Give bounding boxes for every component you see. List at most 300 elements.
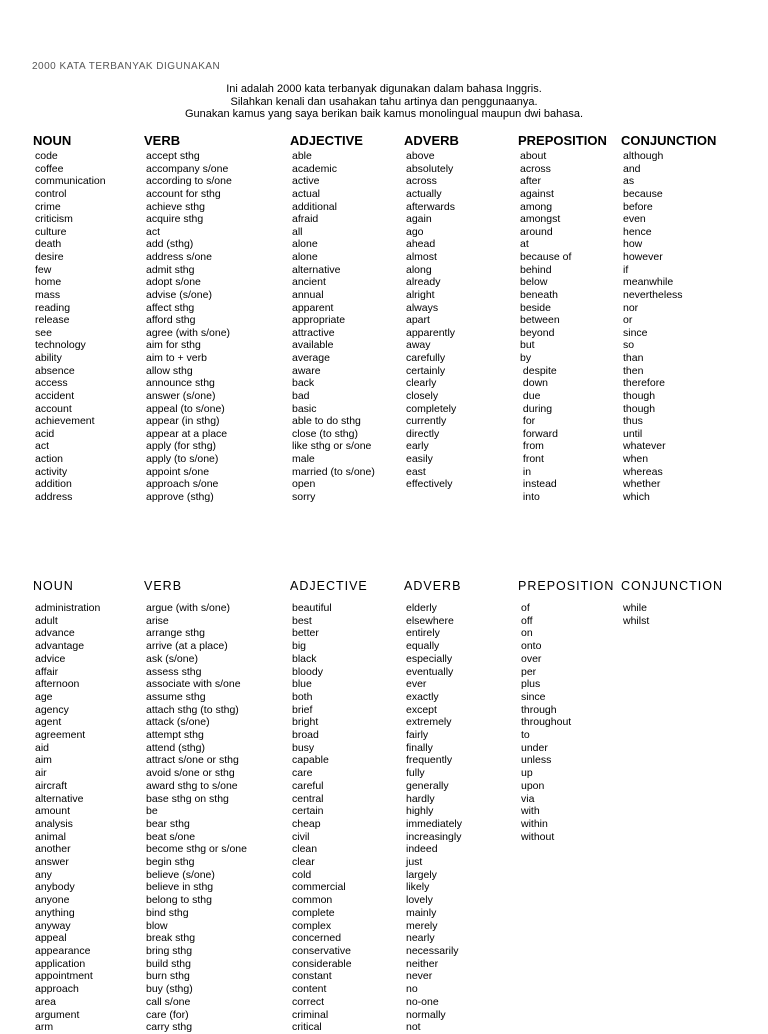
word-item: generally	[406, 779, 449, 792]
word-item: basic	[292, 402, 317, 415]
word-item: via	[521, 792, 535, 805]
word-item: code	[35, 150, 58, 162]
word-item: while	[623, 602, 647, 614]
word-item: alternative	[35, 792, 84, 805]
word-item: absolutely	[406, 162, 454, 175]
word-item: up	[521, 767, 533, 780]
word-item: considerable	[292, 957, 352, 970]
word-item: black	[292, 652, 317, 665]
word-item: clearly	[406, 377, 437, 390]
word-item: apparently	[406, 326, 456, 339]
word-item: acquire sthg	[146, 213, 204, 226]
word-item: constant	[292, 970, 332, 983]
word-item: into	[520, 490, 540, 503]
word-item: area	[35, 995, 57, 1008]
word-item: criticism	[35, 213, 73, 226]
word-item: attractive	[292, 326, 335, 339]
word-item: anyway	[35, 919, 71, 932]
word-item: bind sthg	[146, 906, 189, 919]
word-item: base sthg on sthg	[146, 792, 229, 805]
word-item: indeed	[406, 843, 438, 856]
word-item: however	[623, 251, 663, 263]
word-item: among	[520, 200, 553, 213]
word-item: nearly	[406, 932, 435, 945]
word-item: agreement	[35, 729, 86, 742]
word-item: normally	[406, 1008, 446, 1021]
word-item: death	[35, 238, 62, 251]
word-item: away	[406, 339, 431, 352]
word-item: available	[292, 339, 334, 352]
word-item: blow	[146, 919, 168, 932]
word-item: beat s/one	[146, 830, 196, 843]
word-item: administration	[35, 602, 101, 614]
word-item: clear	[292, 856, 315, 869]
word-item: or	[623, 314, 633, 327]
word-item: especially	[406, 652, 453, 665]
word-list	[406, 150, 456, 491]
word-item: onto	[521, 640, 542, 653]
word-list	[520, 150, 571, 504]
word-item: just	[406, 856, 423, 869]
word-item: as	[623, 175, 635, 188]
cutoff-page-header: 2000 KATA TERBANYAK DIGUNAKAN	[32, 61, 221, 72]
word-item: whether	[623, 478, 661, 491]
word-item: agency	[35, 703, 69, 716]
word-item: application	[35, 957, 86, 970]
word-list	[292, 602, 352, 1034]
word-item: under	[521, 741, 548, 754]
word-list	[521, 602, 571, 843]
word-item: though	[623, 402, 656, 415]
word-item: always	[406, 301, 439, 314]
word-item: central	[292, 792, 324, 805]
word-item: advise (s/one)	[146, 288, 212, 301]
column-header: NOUN	[33, 133, 72, 148]
word-item: even	[623, 213, 646, 226]
column-header: ADVERB	[404, 133, 459, 148]
word-item: along	[406, 263, 432, 276]
word-item: hardly	[406, 792, 435, 805]
word-item: whilst	[623, 614, 650, 627]
word-item: appear at a place	[146, 427, 228, 440]
word-item: forward	[520, 427, 558, 440]
word-item: then	[623, 364, 644, 377]
word-item: ever	[406, 678, 427, 691]
word-item: beside	[520, 301, 551, 314]
word-item: communication	[35, 175, 106, 188]
word-item: fully	[406, 767, 425, 780]
word-item: currently	[406, 415, 447, 428]
word-item: across	[520, 162, 551, 175]
column-header: NOUN	[33, 579, 74, 593]
word-item: when	[623, 453, 649, 465]
word-item: address	[35, 490, 73, 503]
word-item: down	[520, 377, 549, 390]
word-item: busy	[292, 741, 315, 754]
adverb-column	[404, 579, 463, 1034]
word-item: anyone	[35, 894, 70, 907]
word-item: so	[623, 339, 635, 352]
verb-column	[144, 133, 232, 503]
adjective-column	[290, 133, 375, 503]
word-item: through	[521, 703, 557, 716]
word-item: believe (s/one)	[146, 868, 215, 881]
word-item: arm	[35, 1021, 54, 1034]
word-item: answer	[35, 856, 69, 869]
word-item: appeal	[35, 932, 67, 945]
word-item: against	[520, 187, 554, 200]
word-list	[623, 602, 649, 627]
noun-column	[33, 579, 101, 1034]
word-item: no-one	[406, 995, 439, 1008]
word-item: best	[292, 614, 312, 627]
word-item: agent	[35, 716, 62, 729]
word-item: how	[623, 238, 643, 251]
word-item: accident	[35, 389, 75, 402]
intro-line: Silahkan kenali dan usahakan tahu artinya dan penggunaanya.	[230, 95, 538, 108]
word-item: completely	[406, 402, 457, 415]
word-item: correct	[292, 995, 325, 1008]
word-item: at	[520, 238, 529, 251]
intro-text	[0, 83, 768, 121]
word-item: control	[35, 187, 67, 200]
column-header: VERB	[144, 579, 183, 593]
word-item: never	[406, 970, 433, 983]
word-item: eventually	[406, 665, 454, 678]
preposition-column	[518, 133, 607, 503]
word-item: certainly	[406, 364, 446, 377]
word-item: become sthg or s/one	[146, 843, 247, 856]
word-item: front	[520, 453, 544, 465]
word-item: extremely	[406, 716, 452, 729]
word-item: by	[520, 352, 532, 364]
word-item: anybody	[35, 881, 75, 894]
adverb-column	[404, 133, 459, 491]
word-item: due	[520, 389, 541, 402]
word-item: careful	[292, 779, 324, 792]
word-item: affair	[35, 665, 59, 678]
word-item: elsewhere	[406, 614, 454, 627]
word-item: apparent	[292, 301, 334, 314]
word-item: any	[35, 868, 52, 881]
word-item: than	[623, 352, 644, 364]
word-item: culture	[35, 225, 67, 238]
word-item: assume sthg	[146, 690, 206, 703]
word-item: air	[35, 767, 47, 780]
word-item: academic	[292, 162, 337, 175]
word-item: aim to + verb	[146, 352, 207, 364]
word-item: whatever	[623, 440, 666, 453]
word-item: adult	[35, 614, 58, 627]
word-item: aim	[35, 754, 52, 767]
word-item: alone	[292, 238, 318, 251]
word-item: entirely	[406, 627, 440, 640]
word-item: immediately	[406, 817, 463, 830]
word-item: apply (to s/one)	[146, 453, 219, 465]
word-item: active	[292, 175, 320, 188]
word-item: without	[521, 830, 555, 843]
word-item: arise	[146, 614, 169, 627]
word-item: act	[146, 225, 161, 238]
word-item: approach s/one	[146, 478, 219, 491]
word-item: per	[521, 665, 537, 678]
word-item: capable	[292, 754, 329, 767]
word-item: since	[521, 690, 546, 703]
column-header: VERB	[144, 133, 181, 148]
word-item: able	[292, 150, 312, 162]
word-item: almost	[406, 251, 437, 263]
word-item: back	[292, 377, 315, 390]
word-item: adopt s/one	[146, 276, 201, 289]
word-item: with	[521, 805, 540, 818]
word-item: frequently	[406, 754, 453, 767]
word-item: whereas	[623, 465, 663, 478]
word-item: be	[146, 805, 158, 818]
word-item: civil	[292, 830, 310, 843]
word-item: account for sthg	[146, 187, 221, 200]
word-item: fairly	[406, 729, 429, 742]
word-item: bad	[292, 389, 310, 402]
word-item: carry sthg	[146, 1021, 193, 1034]
word-item: action	[35, 453, 64, 465]
word-item: largely	[406, 868, 437, 881]
word-item: care (for)	[146, 1008, 189, 1021]
word-item: afford sthg	[146, 314, 196, 327]
word-item: begin sthg	[146, 856, 195, 869]
word-item: complete	[292, 906, 335, 919]
word-item: over	[521, 652, 542, 665]
word-item: attend (sthg)	[146, 741, 205, 754]
word-item: alone	[292, 251, 318, 263]
word-item: coffee	[35, 162, 64, 175]
intro-line: Gunakan kamus yang saya berikan baik kamus monolingual maupun dwi bahasa.	[184, 108, 584, 121]
word-item: open	[292, 478, 316, 491]
word-item: activity	[35, 465, 68, 478]
word-item: unless	[521, 754, 552, 767]
word-item: from	[520, 440, 544, 453]
word-item: arrange sthg	[146, 627, 205, 640]
word-item: achievement	[35, 415, 95, 428]
word-item: in	[520, 465, 532, 478]
word-item: beyond	[520, 326, 555, 339]
word-list	[623, 150, 683, 504]
word-item: able to do sthg	[292, 415, 361, 428]
word-item: ago	[406, 225, 424, 238]
word-item: closely	[406, 389, 439, 402]
word-item: access	[35, 377, 68, 390]
word-item: clean	[292, 843, 318, 856]
word-item: because	[623, 187, 663, 200]
word-item: attempt sthg	[146, 729, 204, 742]
word-item: advantage	[35, 640, 85, 653]
word-item: ahead	[406, 238, 436, 251]
word-item: burn sthg	[146, 970, 190, 983]
word-item: answer (s/one)	[146, 389, 216, 402]
word-item: animal	[35, 830, 66, 843]
word-item: bring sthg	[146, 944, 193, 957]
word-item: which	[623, 490, 650, 503]
column-header: CONJUNCTION	[621, 133, 717, 148]
word-item: therefore	[623, 377, 666, 390]
word-item: actual	[292, 187, 321, 200]
word-item: because of	[520, 251, 572, 263]
word-item: bear sthg	[146, 817, 190, 830]
word-item: afterwards	[406, 200, 456, 213]
word-item: average	[292, 352, 330, 364]
word-item: mainly	[406, 906, 437, 919]
word-item: avoid s/one or sthg	[146, 767, 235, 780]
word-item: absence	[35, 364, 75, 377]
word-item: appoint s/one	[146, 465, 210, 478]
word-item: beneath	[520, 288, 558, 301]
word-item: anything	[35, 906, 75, 919]
word-item: amongst	[520, 213, 561, 226]
word-item: ask (s/one)	[146, 652, 198, 665]
word-list	[292, 150, 375, 504]
word-item: bright	[292, 716, 319, 729]
word-item: arrive (at a place)	[146, 640, 228, 653]
word-item: increasingly	[406, 830, 462, 843]
word-item: about	[520, 150, 547, 162]
word-item: according to s/one	[146, 175, 232, 188]
word-item: acid	[35, 427, 55, 440]
word-item: add (sthg)	[146, 238, 194, 251]
word-item: commercial	[292, 881, 346, 894]
column-header: PREPOSITION	[518, 133, 607, 148]
word-item: behind	[520, 263, 552, 276]
adjective-column	[290, 579, 368, 1034]
word-item: believe in sthg	[146, 881, 214, 894]
word-item: common	[292, 894, 333, 907]
word-item: attack (s/one)	[146, 716, 210, 729]
word-item: allow sthg	[146, 364, 193, 377]
preposition-column	[518, 579, 615, 843]
word-item: afraid	[292, 213, 319, 226]
column-header: PREPOSITION	[518, 579, 615, 593]
word-item: mass	[35, 288, 61, 301]
word-item: no	[406, 983, 418, 996]
word-item: argument	[35, 1008, 80, 1021]
word-item: appeal (to s/one)	[146, 402, 225, 415]
word-item: ancient	[292, 276, 326, 289]
word-item: see	[35, 326, 52, 339]
column-header: ADJECTIVE	[290, 579, 368, 593]
word-item: release	[35, 314, 70, 327]
word-item: reading	[35, 301, 71, 314]
word-item: act	[35, 440, 50, 453]
word-item: between	[520, 314, 560, 327]
word-item: build sthg	[146, 957, 191, 970]
word-item: additional	[292, 200, 337, 213]
word-item: exactly	[406, 690, 439, 703]
word-item: early	[406, 440, 429, 453]
word-item: argue (with s/one)	[146, 602, 231, 614]
noun-column	[33, 133, 106, 503]
word-item: addition	[35, 478, 72, 491]
word-item: before	[623, 200, 653, 213]
word-item: achieve sthg	[146, 200, 205, 213]
word-item: criminal	[292, 1008, 329, 1021]
word-list	[35, 602, 100, 1034]
word-item: conservative	[292, 944, 351, 957]
word-item: of	[521, 602, 530, 614]
word-list	[35, 150, 106, 504]
word-item: likely	[406, 881, 430, 894]
word-item: already	[406, 276, 441, 289]
word-item: certain	[292, 805, 324, 818]
word-item: after	[520, 175, 542, 188]
word-list	[146, 150, 232, 504]
word-item: nevertheless	[623, 288, 683, 301]
word-item: within	[521, 817, 548, 830]
word-item: appointment	[35, 970, 93, 983]
word-item: assess sthg	[146, 665, 202, 678]
word-item: but	[520, 339, 535, 352]
word-item: appearance	[35, 944, 91, 957]
word-item: and	[623, 162, 641, 175]
word-item: though	[623, 389, 656, 402]
word-item: big	[292, 640, 307, 653]
word-list	[406, 602, 462, 1034]
word-item: below	[520, 276, 548, 289]
word-item: appropriate	[292, 314, 346, 327]
word-item: critical	[292, 1021, 322, 1034]
word-item: attract s/one or sthg	[146, 754, 239, 767]
word-item: annual	[292, 288, 324, 301]
word-list	[146, 602, 247, 1034]
word-item: ability	[35, 352, 62, 364]
word-item: blue	[292, 678, 312, 691]
intro-line: Ini adalah 2000 kata terbanyak digunakan dalam bahasa Inggris.	[226, 83, 542, 95]
column-header: CONJUNCTION	[621, 579, 723, 593]
word-item: another	[35, 843, 71, 856]
word-item: account	[35, 402, 72, 415]
conjunction-column	[621, 579, 723, 627]
word-item: amount	[35, 805, 71, 818]
word-item: male	[292, 453, 315, 465]
word-item: around	[520, 225, 553, 238]
word-item: break sthg	[146, 932, 196, 945]
word-item: care	[292, 767, 313, 780]
word-item: both	[292, 690, 313, 703]
word-item: announce sthg	[146, 377, 215, 390]
word-item: aircraft	[35, 779, 68, 792]
column-header: ADVERB	[404, 579, 462, 593]
word-item: easily	[406, 453, 433, 465]
word-item: content	[292, 983, 327, 996]
word-item: alright	[406, 288, 435, 301]
word-item: except	[406, 703, 437, 716]
word-item: married (to s/one)	[292, 465, 375, 478]
word-item: few	[35, 263, 52, 276]
word-item: upon	[521, 779, 545, 792]
word-item: accept sthg	[146, 150, 200, 162]
word-item: desire	[35, 251, 64, 263]
word-item: on	[521, 627, 533, 640]
word-item: attach sthg (to sthg)	[146, 703, 239, 716]
word-item: associate with s/one	[146, 678, 241, 691]
word-item: like sthg or s/one	[292, 440, 372, 453]
word-item: cold	[292, 868, 312, 881]
word-item: appear (in sthg)	[146, 415, 220, 428]
word-item: close (to sthg)	[292, 427, 358, 440]
word-item: advice	[35, 652, 66, 665]
word-item: home	[35, 276, 62, 289]
word-item: technology	[35, 339, 86, 352]
word-item: bloody	[292, 665, 323, 678]
word-item: better	[292, 627, 319, 640]
word-item: lovely	[406, 894, 433, 907]
